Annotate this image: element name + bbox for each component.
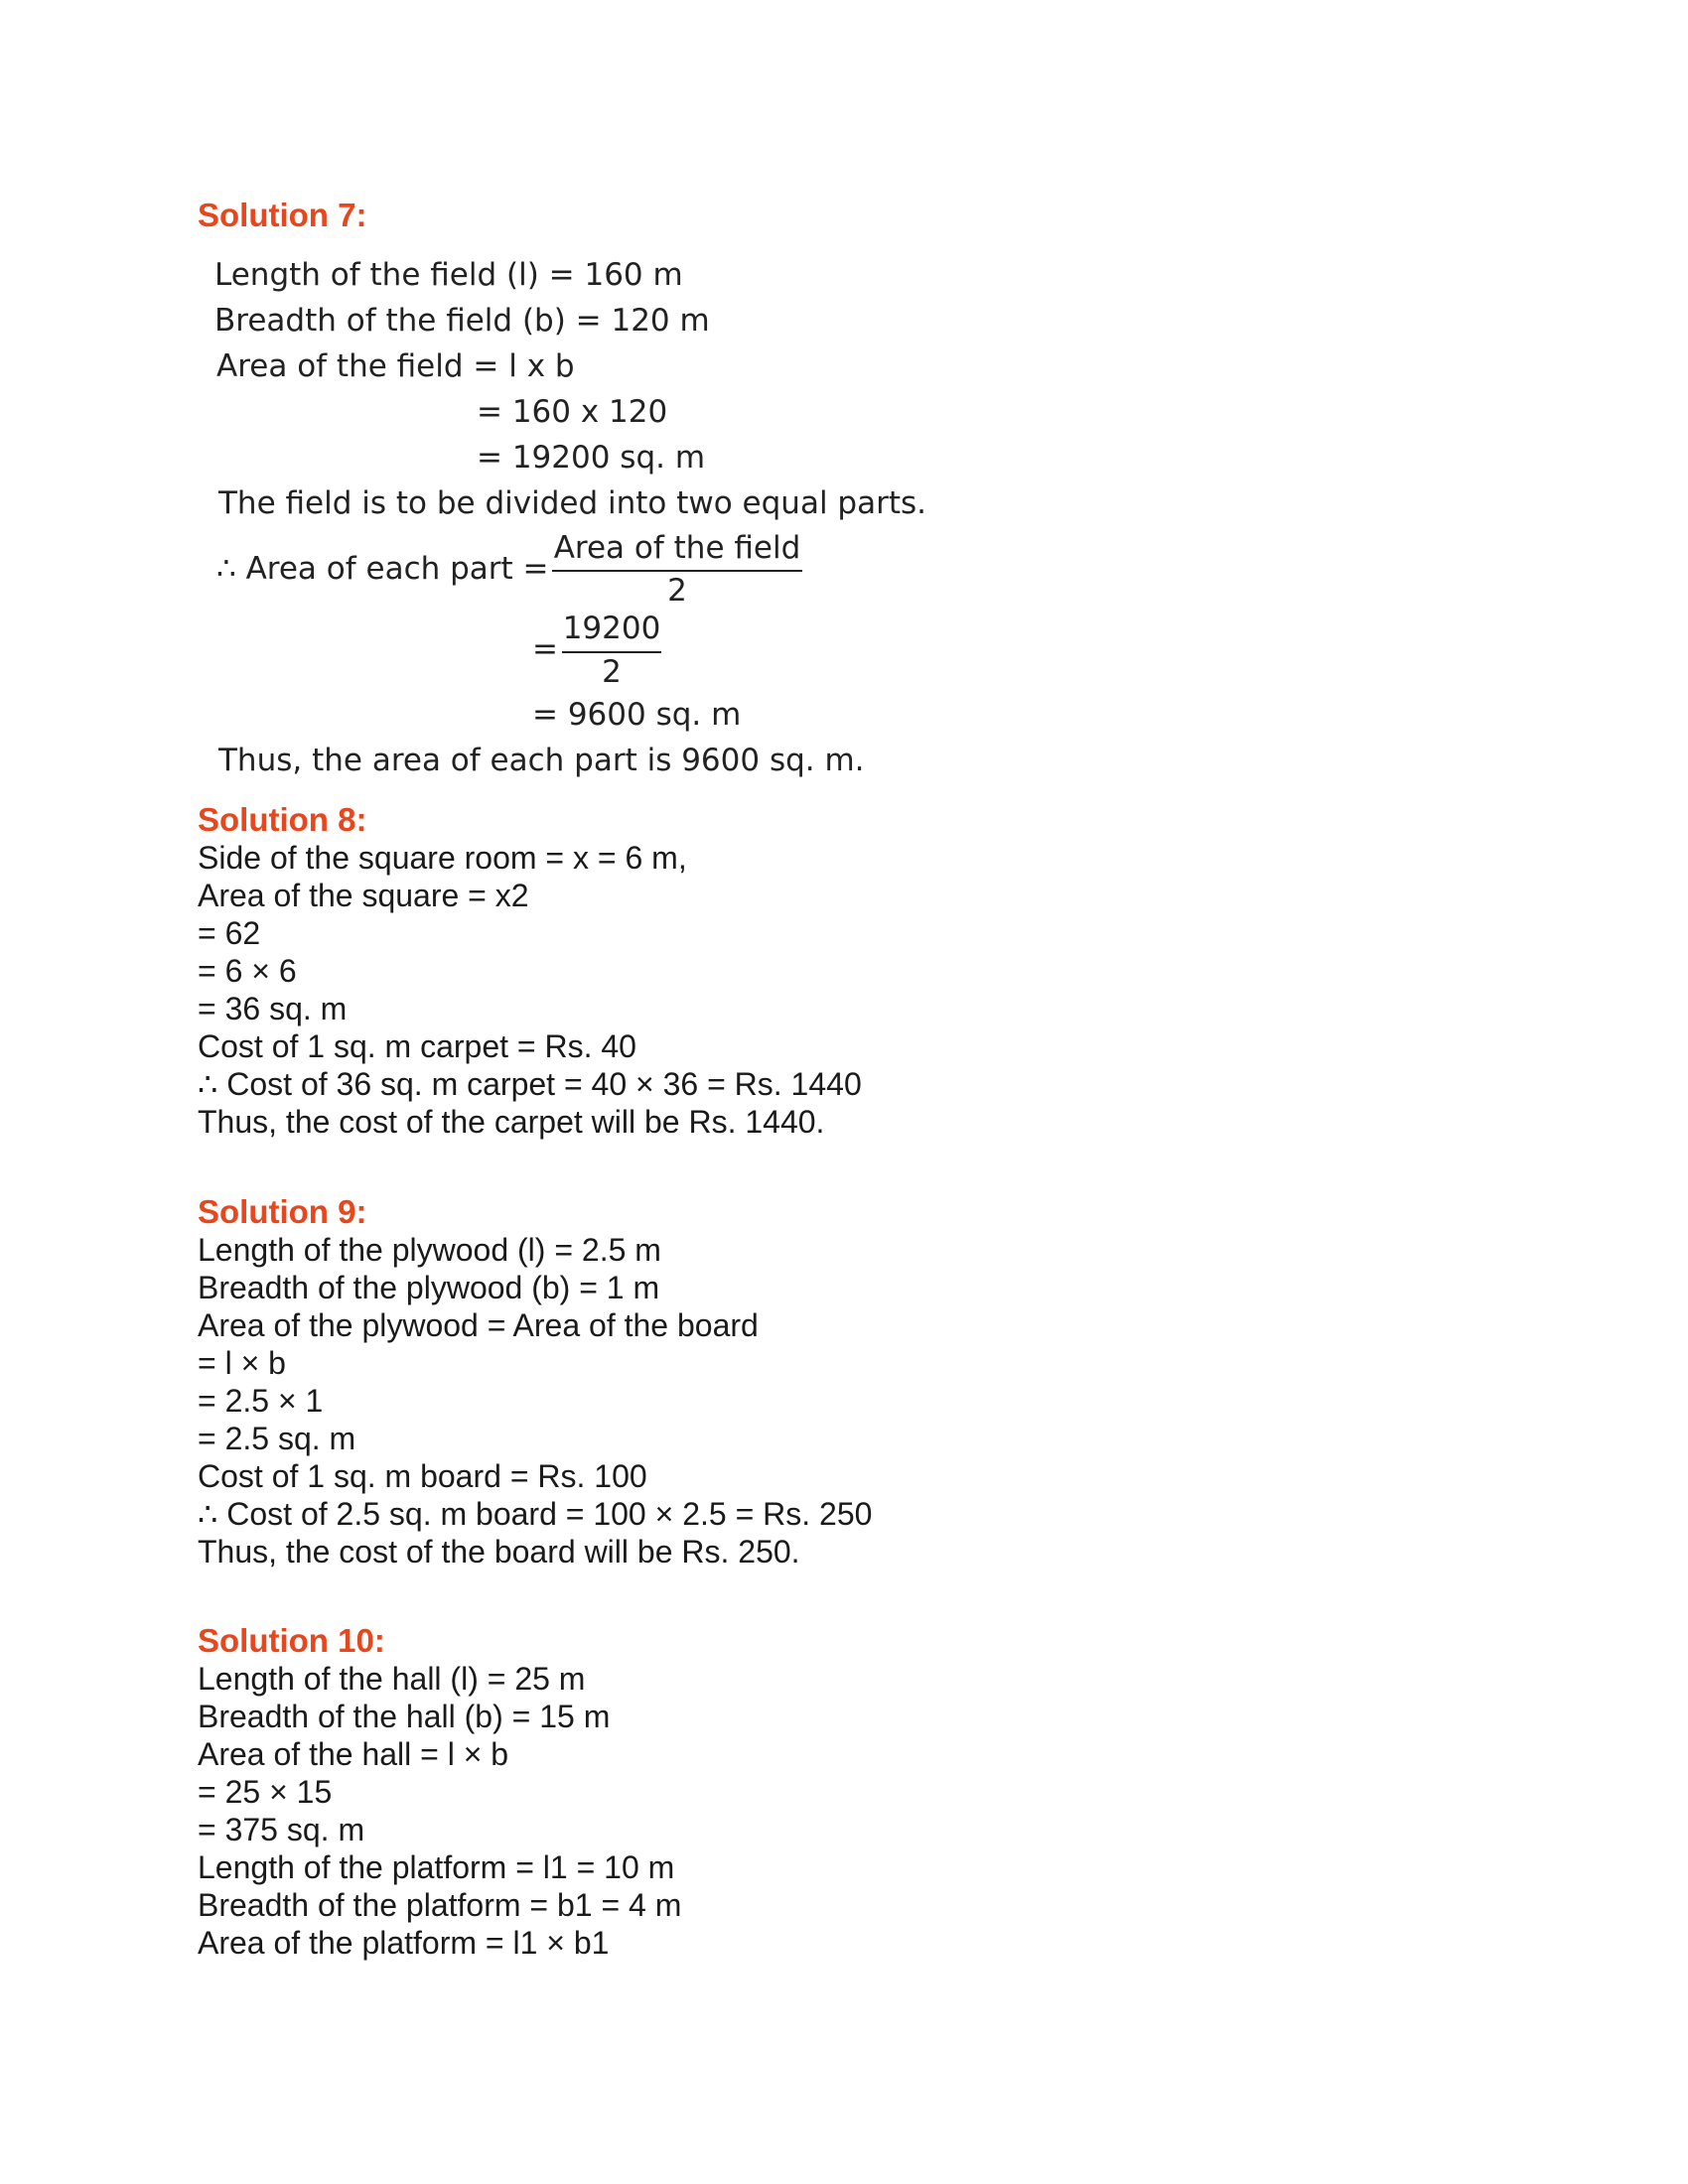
sol10-line: = 25 × 15 bbox=[198, 1774, 333, 1810]
sol9-line: Length of the plywood (l) = 2.5 m bbox=[198, 1232, 661, 1268]
solution-10-heading: Solution 10: bbox=[198, 1622, 385, 1659]
solution-9-heading: Solution 9: bbox=[198, 1193, 367, 1230]
sol7-line: Area of the field = l x b bbox=[216, 348, 575, 384]
sol10-line: Breadth of the platform = b1 = 4 m bbox=[198, 1887, 682, 1923]
fraction-2-denominator: 2 bbox=[602, 654, 622, 690]
sol7-line: = 160 x 120 bbox=[477, 394, 668, 430]
sol9-line: = l × b bbox=[198, 1345, 286, 1381]
fraction-1-numerator: Area of the field bbox=[553, 530, 801, 566]
sol8-line: = 36 sq. m bbox=[198, 991, 348, 1026]
solution-8-heading: Solution 8: bbox=[198, 801, 367, 838]
sol7-line: Breadth of the field (b) = 120 m bbox=[214, 303, 710, 339]
sol10-line: Area of the hall = l × b bbox=[198, 1736, 509, 1772]
sol8-line: Cost of 1 sq. m carpet = Rs. 40 bbox=[198, 1028, 636, 1064]
sol7-line: The field is to be divided into two equal parts. bbox=[218, 485, 926, 521]
sol9-line: Breadth of the plywood (b) = 1 m bbox=[198, 1270, 660, 1305]
sol7-equals: = bbox=[532, 631, 558, 667]
solution-7-heading: Solution 7: bbox=[198, 197, 367, 233]
sol7-line: = 19200 sq. m bbox=[477, 440, 706, 476]
sol8-line: Thus, the cost of the carpet will be Rs. 1440. bbox=[198, 1104, 825, 1140]
sol10-line: Breadth of the hall (b) = 15 m bbox=[198, 1699, 611, 1734]
sol10-line: Length of the platform = l1 = 10 m bbox=[198, 1849, 675, 1885]
sol8-line: = 62 bbox=[198, 915, 261, 951]
sol8-line: Side of the square room = x = 6 m, bbox=[198, 840, 687, 876]
sol9-line: Cost of 1 sq. m board = Rs. 100 bbox=[198, 1458, 647, 1494]
sol7-line: Length of the field (l) = 160 m bbox=[214, 257, 683, 293]
sol10-line: = 375 sq. m bbox=[198, 1812, 365, 1847]
fraction-2-numerator: 19200 bbox=[562, 611, 661, 646]
sol8-line: Area of the square = x2 bbox=[198, 878, 529, 913]
sol9-line: = 2.5 sq. m bbox=[198, 1421, 356, 1456]
sol9-line: Area of the plywood = Area of the board bbox=[198, 1307, 759, 1343]
fraction-1-denominator: 2 bbox=[667, 573, 687, 609]
sol10-line: Length of the hall (l) = 25 m bbox=[198, 1661, 586, 1697]
sol8-line: = 6 × 6 bbox=[198, 953, 297, 989]
sol7-line: Thus, the area of each part is 9600 sq. m. bbox=[218, 743, 865, 778]
sol8-line: ∴ Cost of 36 sq. m carpet = 40 × 36 = Rs. 1440 bbox=[198, 1066, 862, 1102]
sol7-each-part-label: ∴ Area of each part = bbox=[216, 551, 549, 587]
sol7-line: = 9600 sq. m bbox=[532, 697, 742, 733]
sol10-line: Area of the platform = l1 × b1 bbox=[198, 1925, 610, 1961]
sol9-line: Thus, the cost of the board will be Rs. 250. bbox=[198, 1534, 800, 1570]
sol9-line: ∴ Cost of 2.5 sq. m board = 100 × 2.5 = Rs. 250 bbox=[198, 1496, 873, 1532]
sol9-line: = 2.5 × 1 bbox=[198, 1383, 324, 1419]
